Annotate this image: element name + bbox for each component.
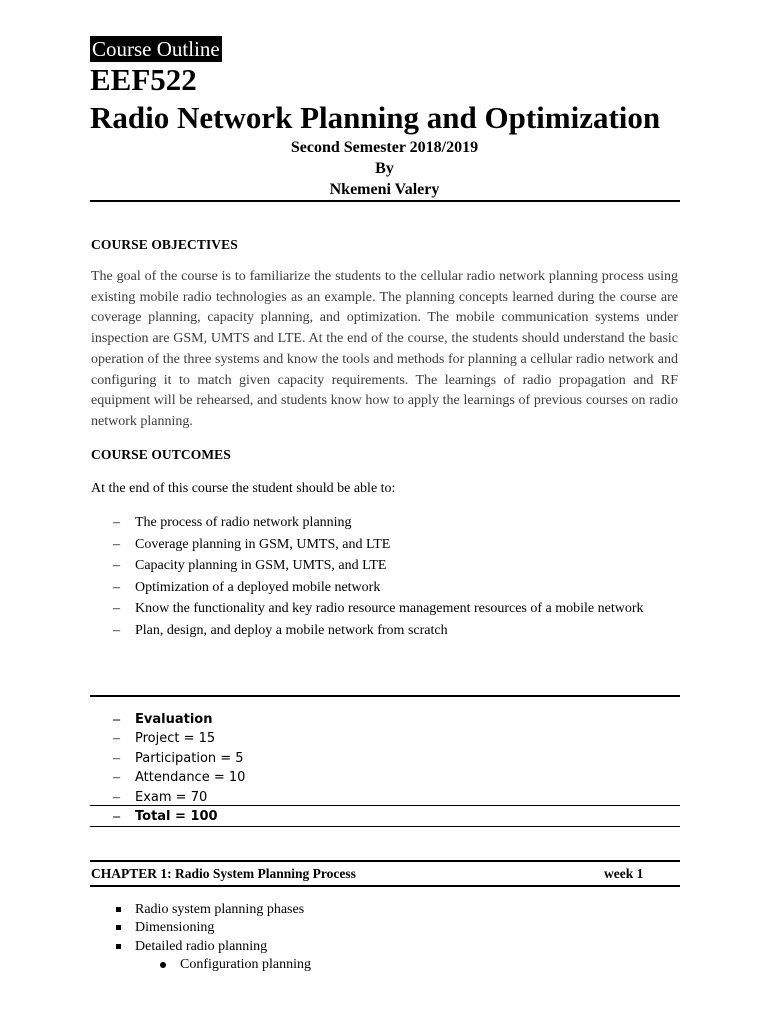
evaluation-top-divider (90, 695, 680, 697)
objectives-paragraph: The goal of the course is to familiarize the students to the cellular radio network planning process using existing mobile radio technologies as an example. The planning concepts learned during the course are coverage planning, capacity planning, and optimization. The mobile communication systems under inspection are GSM, UMTS and LTE. At the end of the course, the students should understand the basic operation of the three systems and know the tools and methods for planning a cellular radio network and configuring it to match given capacity requirements. The learnings of radio propagation and RF equipment will be rehearsed, and students know how to apply the learnings of previous courses on radio network planning. (91, 269, 678, 429)
dash-marker: – (113, 601, 120, 617)
list-item: Radio system planning phases (113, 901, 304, 919)
by-line: By (375, 160, 394, 177)
dash-marker: – (113, 712, 120, 727)
dash-marker: – (113, 515, 120, 530)
list-item: Detailed radio planning (113, 938, 304, 956)
list-item: – Plan, design, and deploy a mobile network from scratch (113, 620, 673, 642)
chapter-week: week 1 (604, 866, 644, 881)
chapter-bottom-divider (90, 885, 680, 887)
evaluation-item: – Exam = 70 (113, 788, 680, 807)
list-item: Configuration planning (159, 956, 311, 974)
dash-marker: – (113, 558, 120, 574)
evaluation-total-divider (90, 805, 680, 806)
chapter-title: CHAPTER 1: Radio System Planning Process (91, 866, 356, 881)
dash-marker: – (113, 809, 120, 825)
evaluation-bottom-divider (90, 826, 680, 827)
outcomes-intro: At the end of this course the student should be able to: (91, 481, 396, 496)
chapter-top-divider (90, 860, 680, 862)
author-name: Nkemeni Valery (329, 181, 440, 198)
evaluation-item: – Attendance = 10 (113, 768, 680, 787)
semester-line: Second Semester 2018/2019 (290, 139, 479, 156)
list-item: – The process of radio network planning (113, 512, 673, 534)
outcomes-list (113, 512, 673, 642)
list-item: – Coverage planning in GSM, UMTS, and LTE (113, 534, 673, 556)
round-bullet-icon (160, 962, 166, 968)
chapter-topic-list (113, 901, 304, 956)
course-code: EEF522 (90, 62, 197, 97)
dash-marker: – (113, 579, 120, 595)
evaluation-list (113, 710, 680, 826)
evaluation-item: – Participation = 5 (113, 749, 680, 768)
list-item: – Know the functionality and key radio resource management resources of a mobile network (113, 598, 673, 620)
dash-marker: – (113, 622, 120, 638)
dash-marker: – (113, 536, 120, 552)
dash-marker: – (113, 770, 120, 786)
square-bullet-icon (116, 925, 121, 930)
list-item: – Capacity planning in GSM, UMTS, and LTE (113, 555, 673, 577)
evaluation-title: – Evaluation (113, 710, 680, 729)
list-item: – Optimization of a deployed mobile network (113, 577, 673, 599)
objectives-heading: COURSE OBJECTIVES (91, 237, 238, 252)
dash-marker: – (113, 789, 120, 805)
square-bullet-icon (116, 907, 121, 912)
document-label: Course Outline (92, 37, 220, 61)
square-bullet-icon (116, 944, 121, 949)
chapter-subtopic-list (159, 956, 311, 974)
dash-marker: – (113, 750, 120, 766)
outcomes-heading: COURSE OUTCOMES (91, 447, 231, 462)
course-title: Radio Network Planning and Optimization (90, 100, 661, 135)
evaluation-item: – Project = 15 (113, 729, 680, 748)
dash-marker: – (113, 731, 120, 747)
header-divider (90, 200, 680, 202)
evaluation-total: – Total = 100 (113, 807, 680, 826)
list-item: Dimensioning (113, 919, 304, 937)
